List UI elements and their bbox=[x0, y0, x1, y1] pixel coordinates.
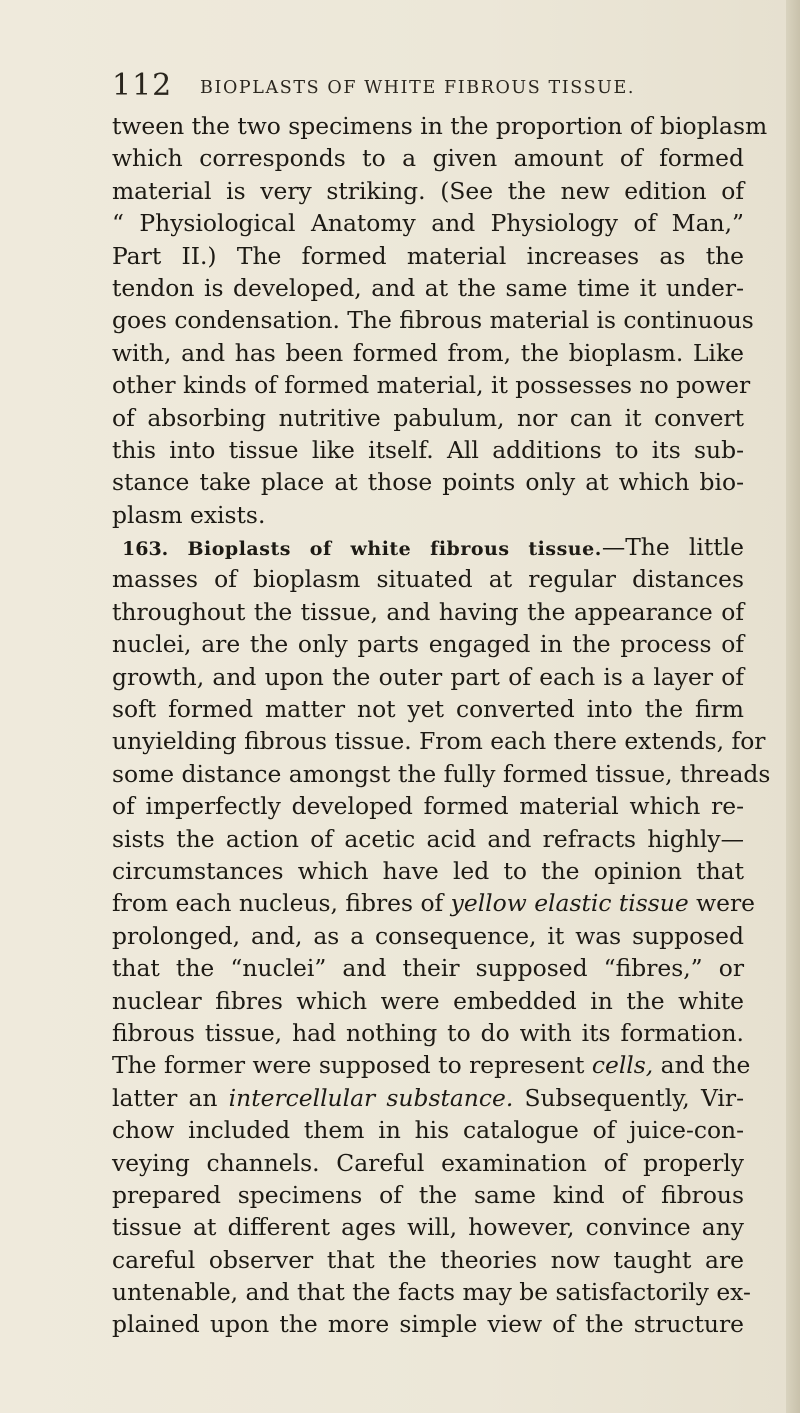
text-span: latter an bbox=[112, 1083, 218, 1112]
text-line: prolonged, and, as a consequence, it was supposed bbox=[112, 921, 744, 950]
text-line: material is very striking. (See the new edition of bbox=[112, 176, 744, 205]
text-line: prepared specimens of the same kind of fibrous bbox=[112, 1180, 744, 1209]
text-line: stance take place at those points only at which bio- bbox=[112, 468, 744, 497]
text-line: with, and has been formed from, the bioplasm. Like bbox=[112, 338, 744, 367]
text-line-with-italic bbox=[112, 1082, 744, 1114]
text-line: tween the two specimens in the proportion of bioplasm bbox=[112, 112, 768, 140]
text-line: growth, and upon the outer part of each is a layer of bbox=[112, 662, 744, 691]
page-number: 112 bbox=[112, 68, 173, 103]
text-line: chow included them in his catalogue of juice-con- bbox=[112, 1116, 744, 1145]
text-span: from each nucleus, fibres of bbox=[112, 889, 444, 918]
text-line: soft formed matter not yet converted into the firm bbox=[112, 695, 744, 724]
text-line: Part II.) The formed material increases as the bbox=[112, 241, 744, 270]
text-line: masses of bioplasm situated at regular distances bbox=[112, 565, 744, 594]
text-line-with-italic bbox=[112, 1049, 751, 1081]
text-line: veying channels. Careful examination of properly bbox=[112, 1148, 744, 1177]
page-edge bbox=[786, 0, 800, 1413]
text-line: untenable, and that the facts may be satisfactorily ex- bbox=[112, 1278, 751, 1307]
text-line: nuclear fibres which were embedded in the white bbox=[112, 986, 744, 1015]
text-line: that the “nuclei” and their supposed “fibres,” or bbox=[112, 954, 744, 983]
italic-phrase: yellow elastic tissue bbox=[450, 889, 689, 918]
text-line: of absorbing nutritive pabulum, nor can it convert bbox=[112, 403, 744, 432]
text-line: goes condensation. The fibrous material is continuous bbox=[112, 306, 754, 335]
text-line: tendon is developed, and at the same time it under- bbox=[112, 273, 744, 302]
text-line: careful observer that the theories now taught are bbox=[112, 1245, 744, 1274]
text-line: circumstances which have led to the opinion that bbox=[112, 856, 744, 885]
section-heading: Bioplasts of white fibrous tissue. bbox=[187, 538, 602, 561]
page-header bbox=[112, 68, 712, 108]
text-line: of imperfectly developed formed material which re- bbox=[112, 792, 744, 821]
section-number: 163. bbox=[122, 538, 169, 561]
text-line: this into tissue like itself. All additions to its sub- bbox=[112, 435, 744, 464]
text-line: fibrous tissue, had nothing to do with its formation. bbox=[112, 1018, 744, 1047]
section-first-line bbox=[112, 531, 744, 563]
italic-phrase: cells, bbox=[591, 1051, 654, 1080]
text-line: sists the action of acetic acid and refracts highly— bbox=[112, 824, 744, 853]
text-span: and the bbox=[660, 1051, 751, 1080]
text-line: some distance amongst the fully formed tissue, threads bbox=[112, 759, 771, 788]
text-line: “ Physiological Anatomy and Physiology of Man,” bbox=[112, 209, 744, 238]
text-span: The former were supposed to represent bbox=[112, 1051, 585, 1080]
italic-phrase: intercellular substance. bbox=[228, 1083, 514, 1112]
text-line: plained upon the more simple view of the structure bbox=[112, 1310, 744, 1339]
text-line-with-italic bbox=[112, 887, 756, 919]
text-line: nuclei, are the only parts engaged in the process of bbox=[112, 630, 744, 659]
body-text bbox=[112, 110, 771, 1341]
text-line: plasm exists. bbox=[112, 500, 266, 529]
text-span: Subsequently, Vir- bbox=[524, 1083, 744, 1112]
text-line: other kinds of formed material, it possesses no power bbox=[112, 371, 751, 400]
running-head: BIOPLASTS OF WHITE FIBROUS TISSUE. bbox=[200, 78, 636, 98]
text-line: throughout the tissue, and having the appearance of bbox=[112, 597, 744, 626]
text-line: tissue at different ages will, however, convince any bbox=[112, 1213, 744, 1242]
text-line: unyielding fibrous tissue. From each there extends, for bbox=[112, 727, 766, 756]
section-first-line-rest: —The little bbox=[601, 533, 744, 562]
text-line: which corresponds to a given amount of formed bbox=[112, 144, 744, 173]
text-span: were bbox=[696, 889, 756, 918]
